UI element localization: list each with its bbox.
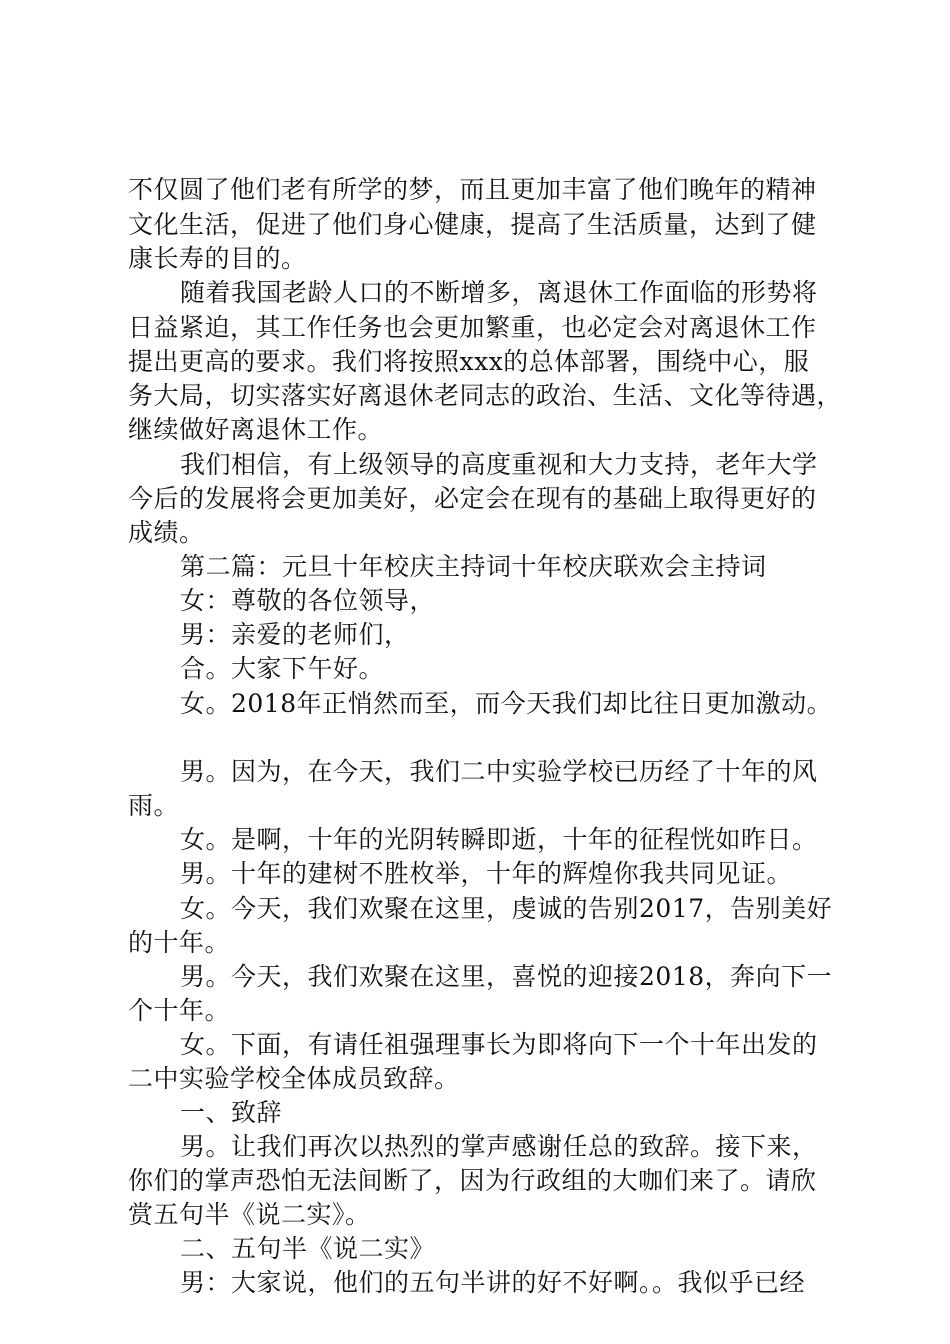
text-line: 今后的发展将会更加美好，必定会在现有的基础上取得更好的 <box>128 484 817 513</box>
text-line: 继续做好离退休工作。 <box>128 415 384 444</box>
text-line: 雨。 <box>128 791 180 820</box>
text-line: 男：亲爱的老师们， <box>180 620 410 649</box>
text-line: 随着我国老龄人口的不断增多，离退休工作面临的形势将 <box>180 278 818 307</box>
text-line: 女。是啊，十年的光阴转瞬即逝，十年的征程恍如昨日。 <box>180 825 818 854</box>
text-line: 合。大家下午好。 <box>180 654 385 683</box>
section-heading: 二、五句半《说二实》 <box>180 1234 436 1263</box>
text-line: 不仅圆了他们老有所学的梦，而且更加丰富了他们晚年的精神 <box>128 175 817 204</box>
text-line: 男。今天，我们欢聚在这里，喜悦的迎接2018，奔向下一 <box>180 962 833 991</box>
text-line: 日益紧迫，其工作任务也会更加繁重，也必定会对离退休工作 <box>128 313 817 342</box>
text-line: 你们的掌声恐怕无法间断了，因为行政组的大咖们来了。请欣 <box>128 1166 817 1195</box>
text-line: 赏五句半《说二实》。 <box>128 1200 371 1229</box>
text-line: 女：尊敬的各位领导， <box>180 586 436 615</box>
text-line: 务大局，切实落实好离退休老同志的政治、生活、文化等待遇， <box>128 381 843 410</box>
text-line: 二中实验学校全体成员致辞。 <box>128 1064 460 1093</box>
text-line: 个十年。 <box>128 996 231 1025</box>
section-heading: 第二篇：元旦十年校庆主持词十年校庆联欢会主持词 <box>180 552 767 581</box>
text-line: 我们相信，有上级领导的高度重视和大力支持，老年大学 <box>180 450 818 479</box>
text-line: 男：大家说，他们的五句半讲的好不好啊。。我似乎已经 <box>180 1268 806 1297</box>
text-line: 女。今天，我们欢聚在这里，虔诚的告别2017，告别美好 <box>180 894 833 923</box>
text-line: 康长寿的目的。 <box>128 244 307 273</box>
text-line: 提出更高的要求。我们将按照xxx的总体部署，围绕中心，服 <box>128 347 810 376</box>
text-line: 的十年。 <box>128 928 231 957</box>
text-line: 女。下面，有请任祖强理事长为即将向下一个十年出发的 <box>180 1030 818 1059</box>
text-line: 男。让我们再次以热烈的掌声感谢任总的致辞。接下来， <box>180 1132 818 1161</box>
section-heading: 一、致辞 <box>180 1098 283 1127</box>
text-line: 文化生活，促进了他们身心健康，提高了生活质量，达到了健 <box>128 210 817 239</box>
text-line: 成绩。 <box>128 518 205 547</box>
text-line: 男。十年的建树不胜枚举，十年的辉煌你我共同见证。 <box>180 859 793 888</box>
text-line: 女。2018年正悄然而至，而今天我们却比往日更加激动。 <box>180 689 833 718</box>
text-line: 男。因为，在今天，我们二中实验学校已历经了十年的风 <box>180 757 818 786</box>
